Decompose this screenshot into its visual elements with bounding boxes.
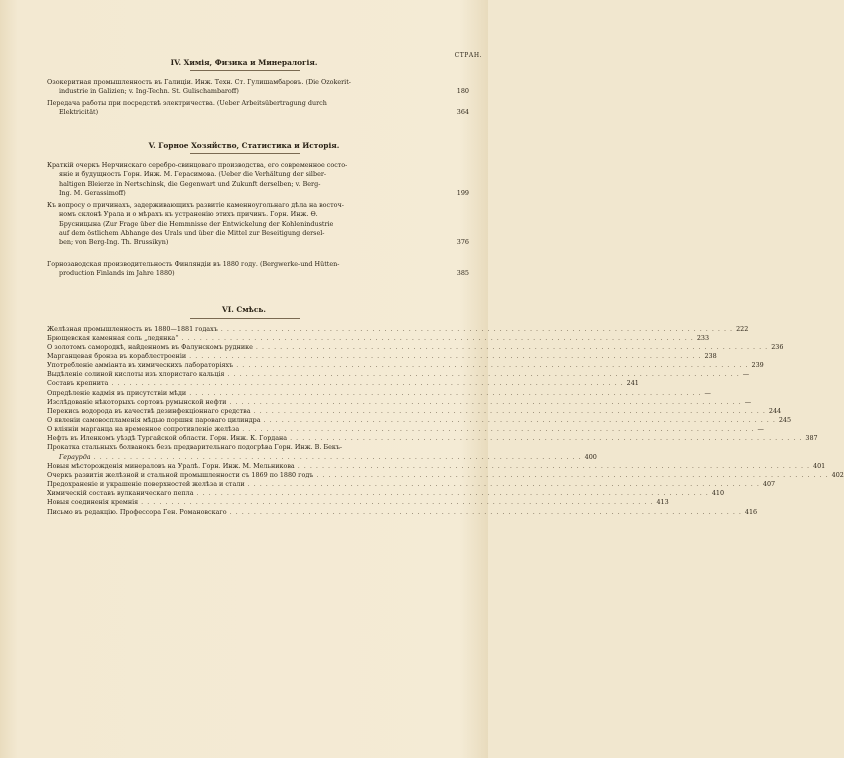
list-item-text: Письмо въ редакцію. Профессора Ген. Романовскаго (47, 507, 227, 516)
entry-page: 199 (456, 188, 469, 197)
leader-dots: . . . . . . . . . . . . . . . . . . . . . . . . . . . . . . . . . . . . . . . . . . . . . . . . . . . . . . . . . . . . . . . . . . . . . . . . . . . . . . . . . . . . . (141, 498, 654, 507)
list-item-text: Желѣзная промышленность въ 1880—1881 годахъ (47, 324, 218, 333)
leader-dots: . . . . . . . . . . . . . . . . . . . . . . . . . . . . . . . . . . . . . . . . . . . . . . . . . . . . . . . . . . . . . . . . . . . . . . . . . . . . . . . . . . . . . (189, 351, 702, 360)
list-item (59, 452, 597, 462)
entry-text-cont: яніе и будущность Горн. Инж. М. Герасимова. (Ueber die Verhältung der silber- (59, 170, 327, 179)
entry-text: Озокеритная промышленность въ Галиціи. Инж. Техн. Ст. Гулишамбаровъ. (Die Ozokerit- (47, 78, 351, 86)
list-item-text: Прокатка стальныхъ болванокъ безъ предварительнаго подогрѣва Горн. Инж. В. Бекъ- (47, 443, 343, 452)
entry-text: Къ вопросу о причинахъ, задерживающихъ развитіе каменноугольнаго дѣла на восточ- (47, 201, 344, 209)
list-item-page: 238 (704, 351, 717, 360)
leader-dots: . . . . . . . . . . . . . . . . . . . . . . . . . . . . . . . . . . . . . . . . . . . . . . . . . . . . . . . . . . . . . . . . . . . . . . . . . . . . . . . . . . . . . (189, 388, 702, 397)
toc-entry (47, 260, 417, 279)
list-item-text: Составъ крепнита (47, 379, 109, 388)
list-item (47, 333, 710, 343)
entry-page: 385 (456, 269, 469, 278)
list-item (47, 470, 844, 480)
list-item-page: 239 (751, 361, 764, 370)
leader-dots: . . . . . . . . . . . . . . . . . . . . . . . . . . . . . . . . . . . . . . . . . . . . . . . . . . . . . . . . . . . . . . . . . . . . . . . . . . . . . . . . . . . . . (220, 324, 734, 333)
section-divider (190, 318, 300, 319)
list-item-text: О явленіи самовоспламенія мѣдью поршня пароваго цилиндра (47, 416, 261, 424)
list-item-page: 402 (831, 470, 844, 479)
entry-text: Передача работы при посредствѣ электричества. (Ueber Arbeitsübertragung durch (47, 99, 327, 107)
entry-text: Краткій очеркъ Нерчинскаго серебро-свинцоваго производства, его современное состо- (47, 161, 348, 169)
toc-entry (47, 161, 417, 198)
list-item (47, 425, 764, 434)
list-item (47, 416, 792, 425)
leader-dots: . . . . . . . . . . . . . . . . . . . . . . . . . . . . . . . . . . . . . . . . . . . . . . . . . . . . . . . . . . . . . . . . . . . . . . . . . . . . . . . . . . . . . (196, 489, 709, 498)
list-item-text: Предохраненіе и украшеніе поверхностей желѣза и стали (47, 480, 245, 489)
list-item (47, 507, 758, 517)
list-item (47, 406, 782, 416)
leader-dots: . . . . . . . . . . . . . . . . . . . . . . . . . . . . . . . . . . . . . . . . . . . . . . . . . . . . . . . . . . . . . . . . . . . . . . . . . . . . . . . . . . . . . (236, 361, 749, 370)
leader-dots: . . . . . . . . . . . . . . . . . . . . . . . . . . . . . . . . . . . . . . . . . . . . . . . . . . . . . . . . . . . . . . . . . . . . . . . . . . . . . . . . . . . . . (227, 370, 740, 379)
list-item-text: О вліяніи марганца на временное сопротивленіе желѣза (47, 425, 240, 434)
list-item-page: 245 (778, 416, 792, 424)
entry-page: 180 (456, 87, 469, 96)
leader-dots: . . . . . . . . . . . . . . . . . . . . . . . . . . . . . . . . . . . . . . . . . . . . . . . . . . . . . . . . . . . . . . . . . . . . . . . . . . . . . . . . . . . . . (247, 480, 760, 489)
entry-text-cont: industrie in Galizien; v. Ing-Techn. St. Gulischambaroff) (59, 87, 239, 96)
list-item-page: 407 (762, 480, 776, 489)
list-item (47, 342, 784, 352)
list-item-text: Очеркъ развитія желѣзной и стальной промышленности съ 1869 по 1880 годъ (47, 470, 314, 479)
list-item-text: Употребленіе амміанта въ химическихъ лабораторіяхъ (47, 361, 234, 370)
entry-text-cont: production Finlands im Jahre 1880) (59, 269, 175, 278)
list-item (47, 379, 639, 388)
list-item (47, 498, 669, 507)
leader-dots: . . . . . . . . . . . . . . . . . . . . . . . . . . . . . . . . . . . . . . . . . . . . . . . . . . . . . . . . . . . . . . . . . . . . . . . . . . . . . . . . . . . . . (253, 406, 766, 415)
list-item-page: 387 (805, 434, 818, 443)
list-item-page: 244 (768, 406, 782, 415)
list-item-page: 401 (813, 461, 826, 470)
list-item-text: Выдѣленіе солиной кислоты изъ хлористаго кальція (47, 370, 225, 379)
list-item-text: Опредѣленіе кадмія въ присутствіи мѣди (47, 388, 187, 397)
leader-dots: . . . . . . . . . . . . . . . . . . . . . . . . . . . . . . . . . . . . . . . . . . . . . . . . . . . . . . . . . . . . . . . . . . . . . . . . . . . . . . . . . . . . . (229, 507, 742, 516)
list-item-page: — (704, 388, 711, 397)
section-v-title: V. Горное Хозяйство, Статистика и Исторія. (148, 141, 340, 150)
toc-entry (47, 99, 417, 118)
list-item-page: 222 (736, 324, 749, 333)
leader-dots: . . . . . . . . . . . . . . . . . . . . . . . . . . . . . . . . . . . . . . . . . . . . . . . . . . . . . . . . . . . . . . . . . . . . . . . . . . . . . . . . . . . . . (181, 333, 694, 342)
leader-dots: . . . . . . . . . . . . . . . . . . . . . . . . . . . . . . . . . . . . . . . . . . . . . . . . . . . . . . . . . . . . . . . . . . . . . . . . . . . . . . . . . . . . . (255, 342, 769, 351)
leader-dots: . . . . . . . . . . . . . . . . . . . . . . . . . . . . . . . . . . . . . . . . . . . . . . . . . . . . . . . . . . . . . . . . . . . . . . . . . . . . . . . . . . . . . (242, 425, 755, 434)
leader-dots: . . . . . . . . . . . . . . . . . . . . . . . . . . . . . . . . . . . . . . . . . . . . . . . . . . . . . . . . . . . . . . . . . . . . . . . . . . . . . . . . . . . . . (290, 434, 803, 443)
section-vi-title: VI. Смѣсь. (222, 305, 266, 314)
toc-entry (47, 78, 417, 97)
entry-text-cont: ben; von Berg-Ing. Th. Brussikyn) (59, 238, 169, 247)
list-item (47, 370, 750, 379)
section-divider (190, 70, 300, 71)
leader-dots: . . . . . . . . . . . . . . . . . . . . . . . . . . . . . . . . . . . . . . . . . . . . . . . . . . . . . . . . . . . . . . . . . . . . . . . . . . . . . . . . . . . . . (229, 397, 742, 406)
list-item-page: 410 (711, 489, 725, 498)
entry-text-cont: номъ склонѣ Урала и о мѣрахъ къ устраненію этихъ причинъ. Горн. Инж. Ѳ. (59, 210, 318, 219)
list-item (47, 480, 776, 489)
list-item-page: 416 (744, 507, 758, 516)
entry-text-cont: Брусницына (Zur Frage über die Hemmnisse der Entwickelung der Kohlenindustrie (59, 219, 334, 228)
list-item-text: Брющевская каменная соль „ледянка“ (47, 333, 179, 342)
leader-dots: . . . . . . . . . . . . . . . . . . . . . . . . . . . . . . . . . . . . . . . . . . . . . . . . . . . . . . . . . . . . . . . . . . . . . . . . . . . . . . . . . . . . . (111, 379, 624, 388)
list-item-page: 241 (626, 379, 639, 388)
section-divider (190, 153, 300, 154)
page-column-header: СТРАН. (454, 52, 482, 59)
list-item-text: Перекись водорода въ качествѣ дезинфекціоннаго средства (47, 406, 251, 415)
entry-text-cont: Elektricität) (59, 108, 99, 117)
list-item (47, 361, 764, 370)
entry-text-cont: Ing. M. Gerassimoff) (59, 188, 126, 197)
list-item-page: 400 (584, 452, 597, 461)
list-item-text: Новыя мѣсторожденія минераловъ на Уралѣ. Горн. Инж. М. Мельникова (47, 461, 295, 470)
list-item-page: — (757, 425, 764, 434)
leader-dots: . . . . . . . . . . . . . . . . . . . . . . . . . . . . . . . . . . . . . . . . . . . . . . . . . . . . . . . . . . . . . . . . . . . . . . . . . . . . . . . . . . . . . (297, 461, 811, 470)
list-item-text: Изслѣдованіе нѣкоторыхъ сортовъ румынской нефти (47, 397, 227, 406)
list-item (47, 489, 725, 498)
list-item-text: О золотомъ самородкѣ, найденномъ въ Фалунскомъ руднике (47, 342, 253, 351)
entry-text-cont: haltigen Bleierze in Nertschinsk, die Gegenwart und Zukunft derselben; v. Berg- (59, 179, 321, 188)
leader-dots: . . . . . . . . . . . . . . . . . . . . . . . . . . . . . . . . . . . . . . . . . . . . . . . . . . . . . . . . . . . . . . . . . . . . . . . . . . . . . . . . . . . . . (263, 416, 776, 424)
toc-entry (47, 201, 417, 247)
list-item (47, 324, 749, 334)
list-item-page: 236 (771, 342, 784, 351)
list-item-text: Гераурда (59, 452, 91, 461)
list-item-page: — (742, 370, 750, 379)
list-item (47, 351, 717, 361)
section-iv-title: IV. Химія, Физика и Минералогія. (170, 58, 318, 67)
list-item-text: Марганцевая бронза въ кораблестроеніи (47, 351, 187, 360)
leader-dots: . . . . . . . . . . . . . . . . . . . . . . . . . . . . . . . . . . . . . . . . . . . . . . . . . . . . . . . . . . . . . . . . . . . . . . . . . . . . . . . . . . . . . (316, 470, 829, 479)
list-item-page: — (744, 397, 752, 406)
list-item (47, 397, 752, 407)
entry-text-cont: auf dem östlichem Abhange des Urals und über die Mittel zur Beseitigung dersel- (59, 228, 325, 237)
list-item-text: Химическій составъ вулканическаго пепла (47, 489, 194, 498)
entry-text: Горнозаводская производительность Финляндіи въ 1880 году. (Bergwerke-und Hütten- (47, 260, 340, 268)
list-item (47, 461, 826, 471)
entry-page: 376 (456, 238, 469, 247)
list-item (47, 388, 711, 398)
list-item (47, 443, 441, 452)
list-item-page: 413 (656, 498, 669, 507)
leader-dots: . . . . . . . . . . . . . . . . . . . . . . . . . . . . . . . . . . . . . . . . . . . . . . . . . . . . . . . . . . . . . . . . . . . . . . . . . . . . . . . . . (93, 452, 582, 461)
list-item-text: Новыя соединенія кремнія (47, 498, 139, 507)
list-item (47, 434, 818, 443)
entry-page: 364 (456, 108, 469, 117)
list-item-page: 233 (696, 333, 710, 342)
list-item-text: Нефть въ Иленкомъ уѣздѣ Тургайской области. Горн. Инж. К. Гордана (47, 434, 288, 443)
